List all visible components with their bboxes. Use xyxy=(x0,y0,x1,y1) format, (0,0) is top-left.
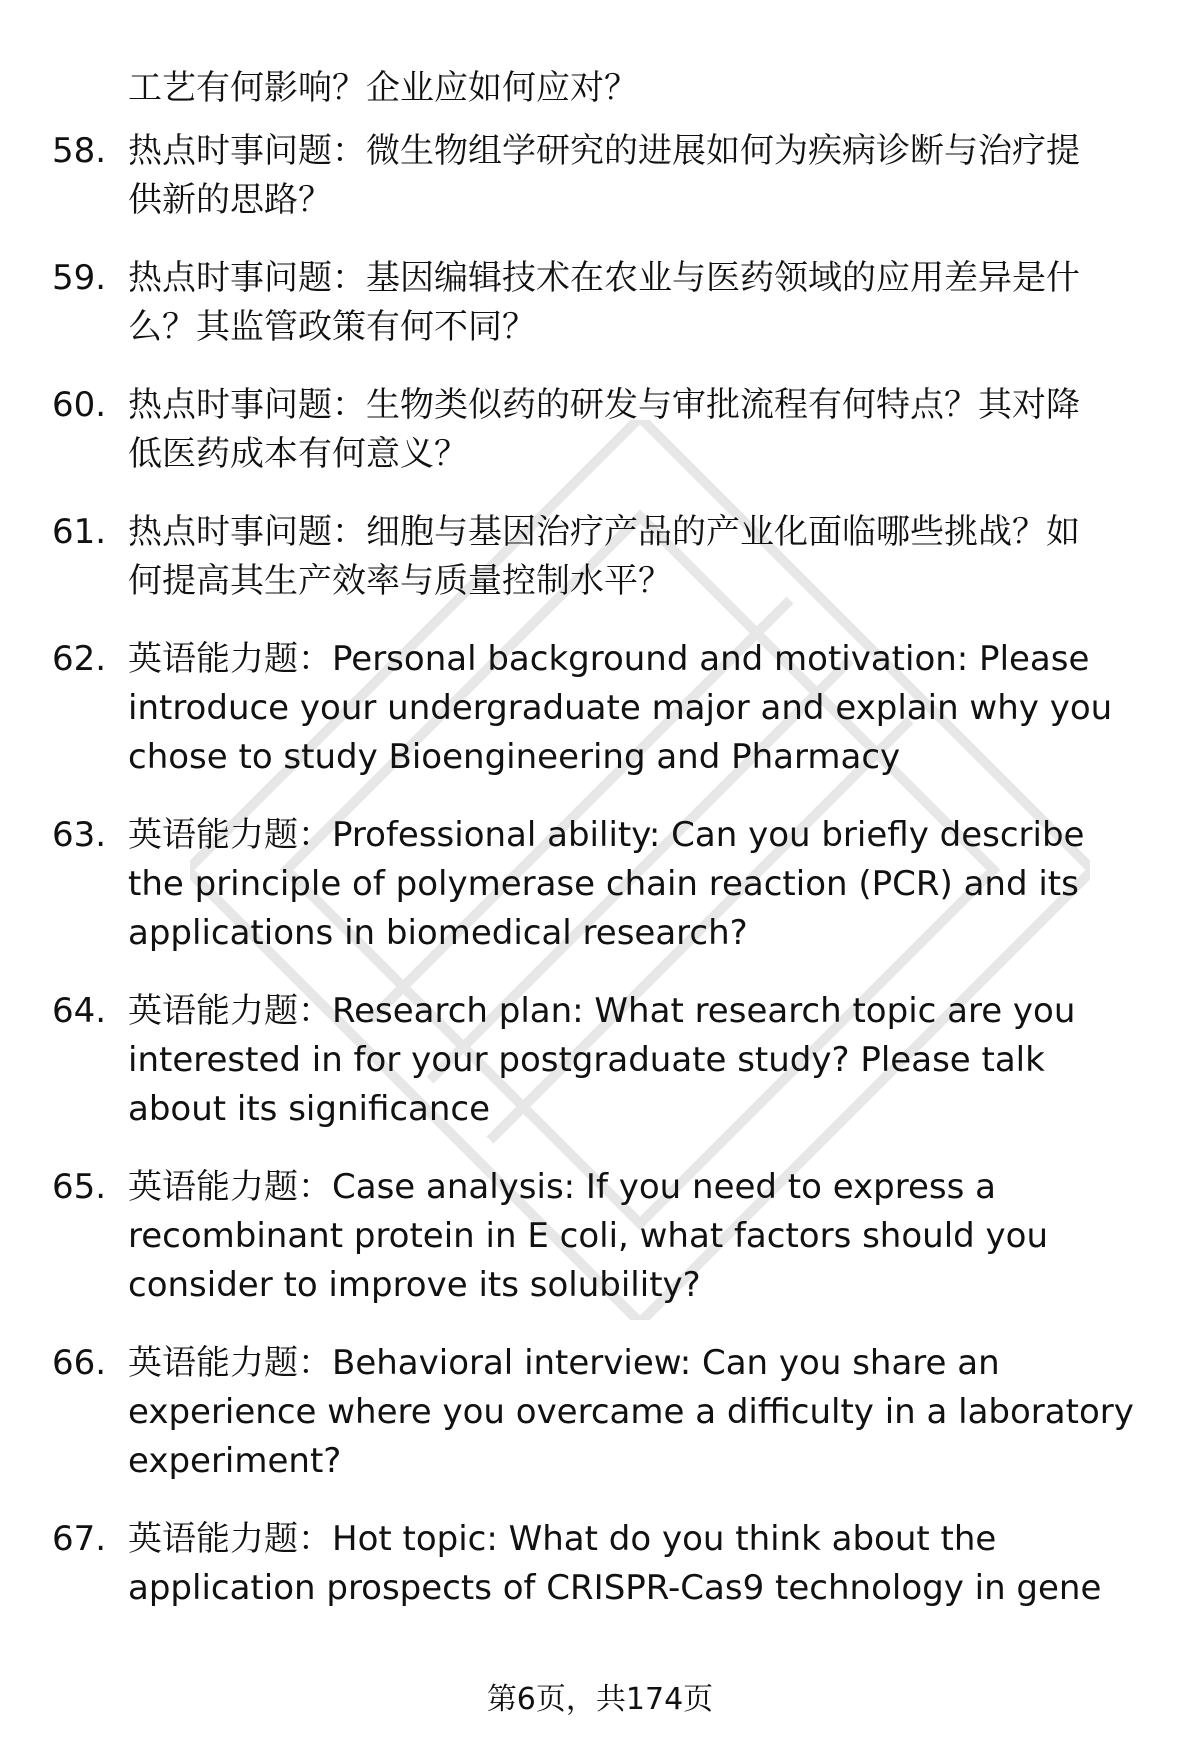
list-item xyxy=(52,987,1152,1134)
item-text xyxy=(128,811,1152,958)
item-text xyxy=(128,1339,1152,1486)
list-item xyxy=(52,127,1152,225)
item-text-line: 英语能力题：Hot topic: What do you think about the xyxy=(128,1519,997,1559)
item-text xyxy=(128,987,1152,1134)
item-text-line: applications in biomedical research? xyxy=(128,913,748,953)
list-item xyxy=(52,1163,1152,1310)
item-text-line: 英语能力题：Personal background and motivation: Please xyxy=(128,639,1090,679)
item-text-line: 热点时事问题：基因编辑技术在农业与医药领域的应用差异是什 xyxy=(128,258,1080,298)
item-text-line: introduce your undergraduate major and explain why you xyxy=(128,688,1113,728)
item-text xyxy=(128,635,1152,782)
item-text xyxy=(128,1163,1152,1310)
list-item xyxy=(52,508,1152,606)
item-text-line: 热点时事问题：细胞与基因治疗产品的产业化面临哪些挑战？如 xyxy=(128,512,1080,552)
item-number: 66. xyxy=(52,1343,107,1383)
item-number: 61. xyxy=(52,512,107,552)
continuation-line: 工艺有何影响？企业应如何应对？ xyxy=(128,68,638,108)
item-text-line: chose to study Bioengineering and Pharmacy xyxy=(128,737,901,777)
item-text-line: 热点时事问题：微生物组学研究的进展如何为疾病诊断与治疗提 xyxy=(128,131,1080,171)
item-text-line: recombinant protein in E coli, what factors should you xyxy=(128,1216,1049,1256)
item-text-line: 供新的思路？ xyxy=(128,180,332,220)
item-text-line: 英语能力题：Behavioral interview: Can you share an xyxy=(128,1343,1000,1383)
item-number: 64. xyxy=(52,991,107,1031)
item-number: 63. xyxy=(52,815,107,855)
item-number: 62. xyxy=(52,639,107,679)
item-number: 65. xyxy=(52,1167,107,1207)
list-item xyxy=(52,254,1152,352)
question-list xyxy=(52,64,1152,1613)
item-text-line: 英语能力题：Professional ability: Can you briefly describe xyxy=(128,815,1085,855)
list-item xyxy=(52,1515,1152,1613)
item-text-line: the principle of polymerase chain reaction (PCR) and its xyxy=(128,864,1079,904)
list-item xyxy=(52,1339,1152,1486)
item-text-line: experience where you overcame a difficulty in a laboratory xyxy=(128,1392,1134,1432)
item-number: 67. xyxy=(52,1519,107,1559)
list-item xyxy=(52,381,1152,479)
item-text-line: 英语能力题：Research plan: What research topic are you xyxy=(128,991,1076,1031)
item-number: 59. xyxy=(52,258,107,298)
item-text xyxy=(128,254,1152,352)
item-text-line: about its significance xyxy=(128,1089,491,1129)
item-text xyxy=(128,508,1152,606)
item-number: 60. xyxy=(52,385,107,425)
item-text-line: 热点时事问题：生物类似药的研发与审批流程有何特点？其对降 xyxy=(128,385,1080,425)
list-item xyxy=(52,811,1152,958)
item-text-line: 低医药成本有何意义？ xyxy=(128,434,468,474)
list-item xyxy=(52,635,1152,782)
item-text-line: 英语能力题：Case analysis: If you need to express a xyxy=(128,1167,996,1207)
item-text-line: 么？其监管政策有何不同？ xyxy=(128,307,536,347)
item-text xyxy=(128,1515,1152,1613)
item-number: 58. xyxy=(52,131,107,171)
item-text-line: 何提高其生产效率与质量控制水平？ xyxy=(128,561,672,601)
item-text xyxy=(128,127,1152,225)
page-number-footer: 第6页，共174页 xyxy=(486,1682,714,1717)
item-text-line: consider to improve its solubility? xyxy=(128,1265,701,1305)
item-text-line: experiment? xyxy=(128,1441,342,1481)
item-container xyxy=(52,127,1152,1613)
item-text-line: application prospects of CRISPR-Cas9 technology in gene xyxy=(128,1568,1102,1608)
item-text xyxy=(128,381,1152,479)
item-text-line: interested in for your postgraduate study? Please talk xyxy=(128,1040,1045,1080)
